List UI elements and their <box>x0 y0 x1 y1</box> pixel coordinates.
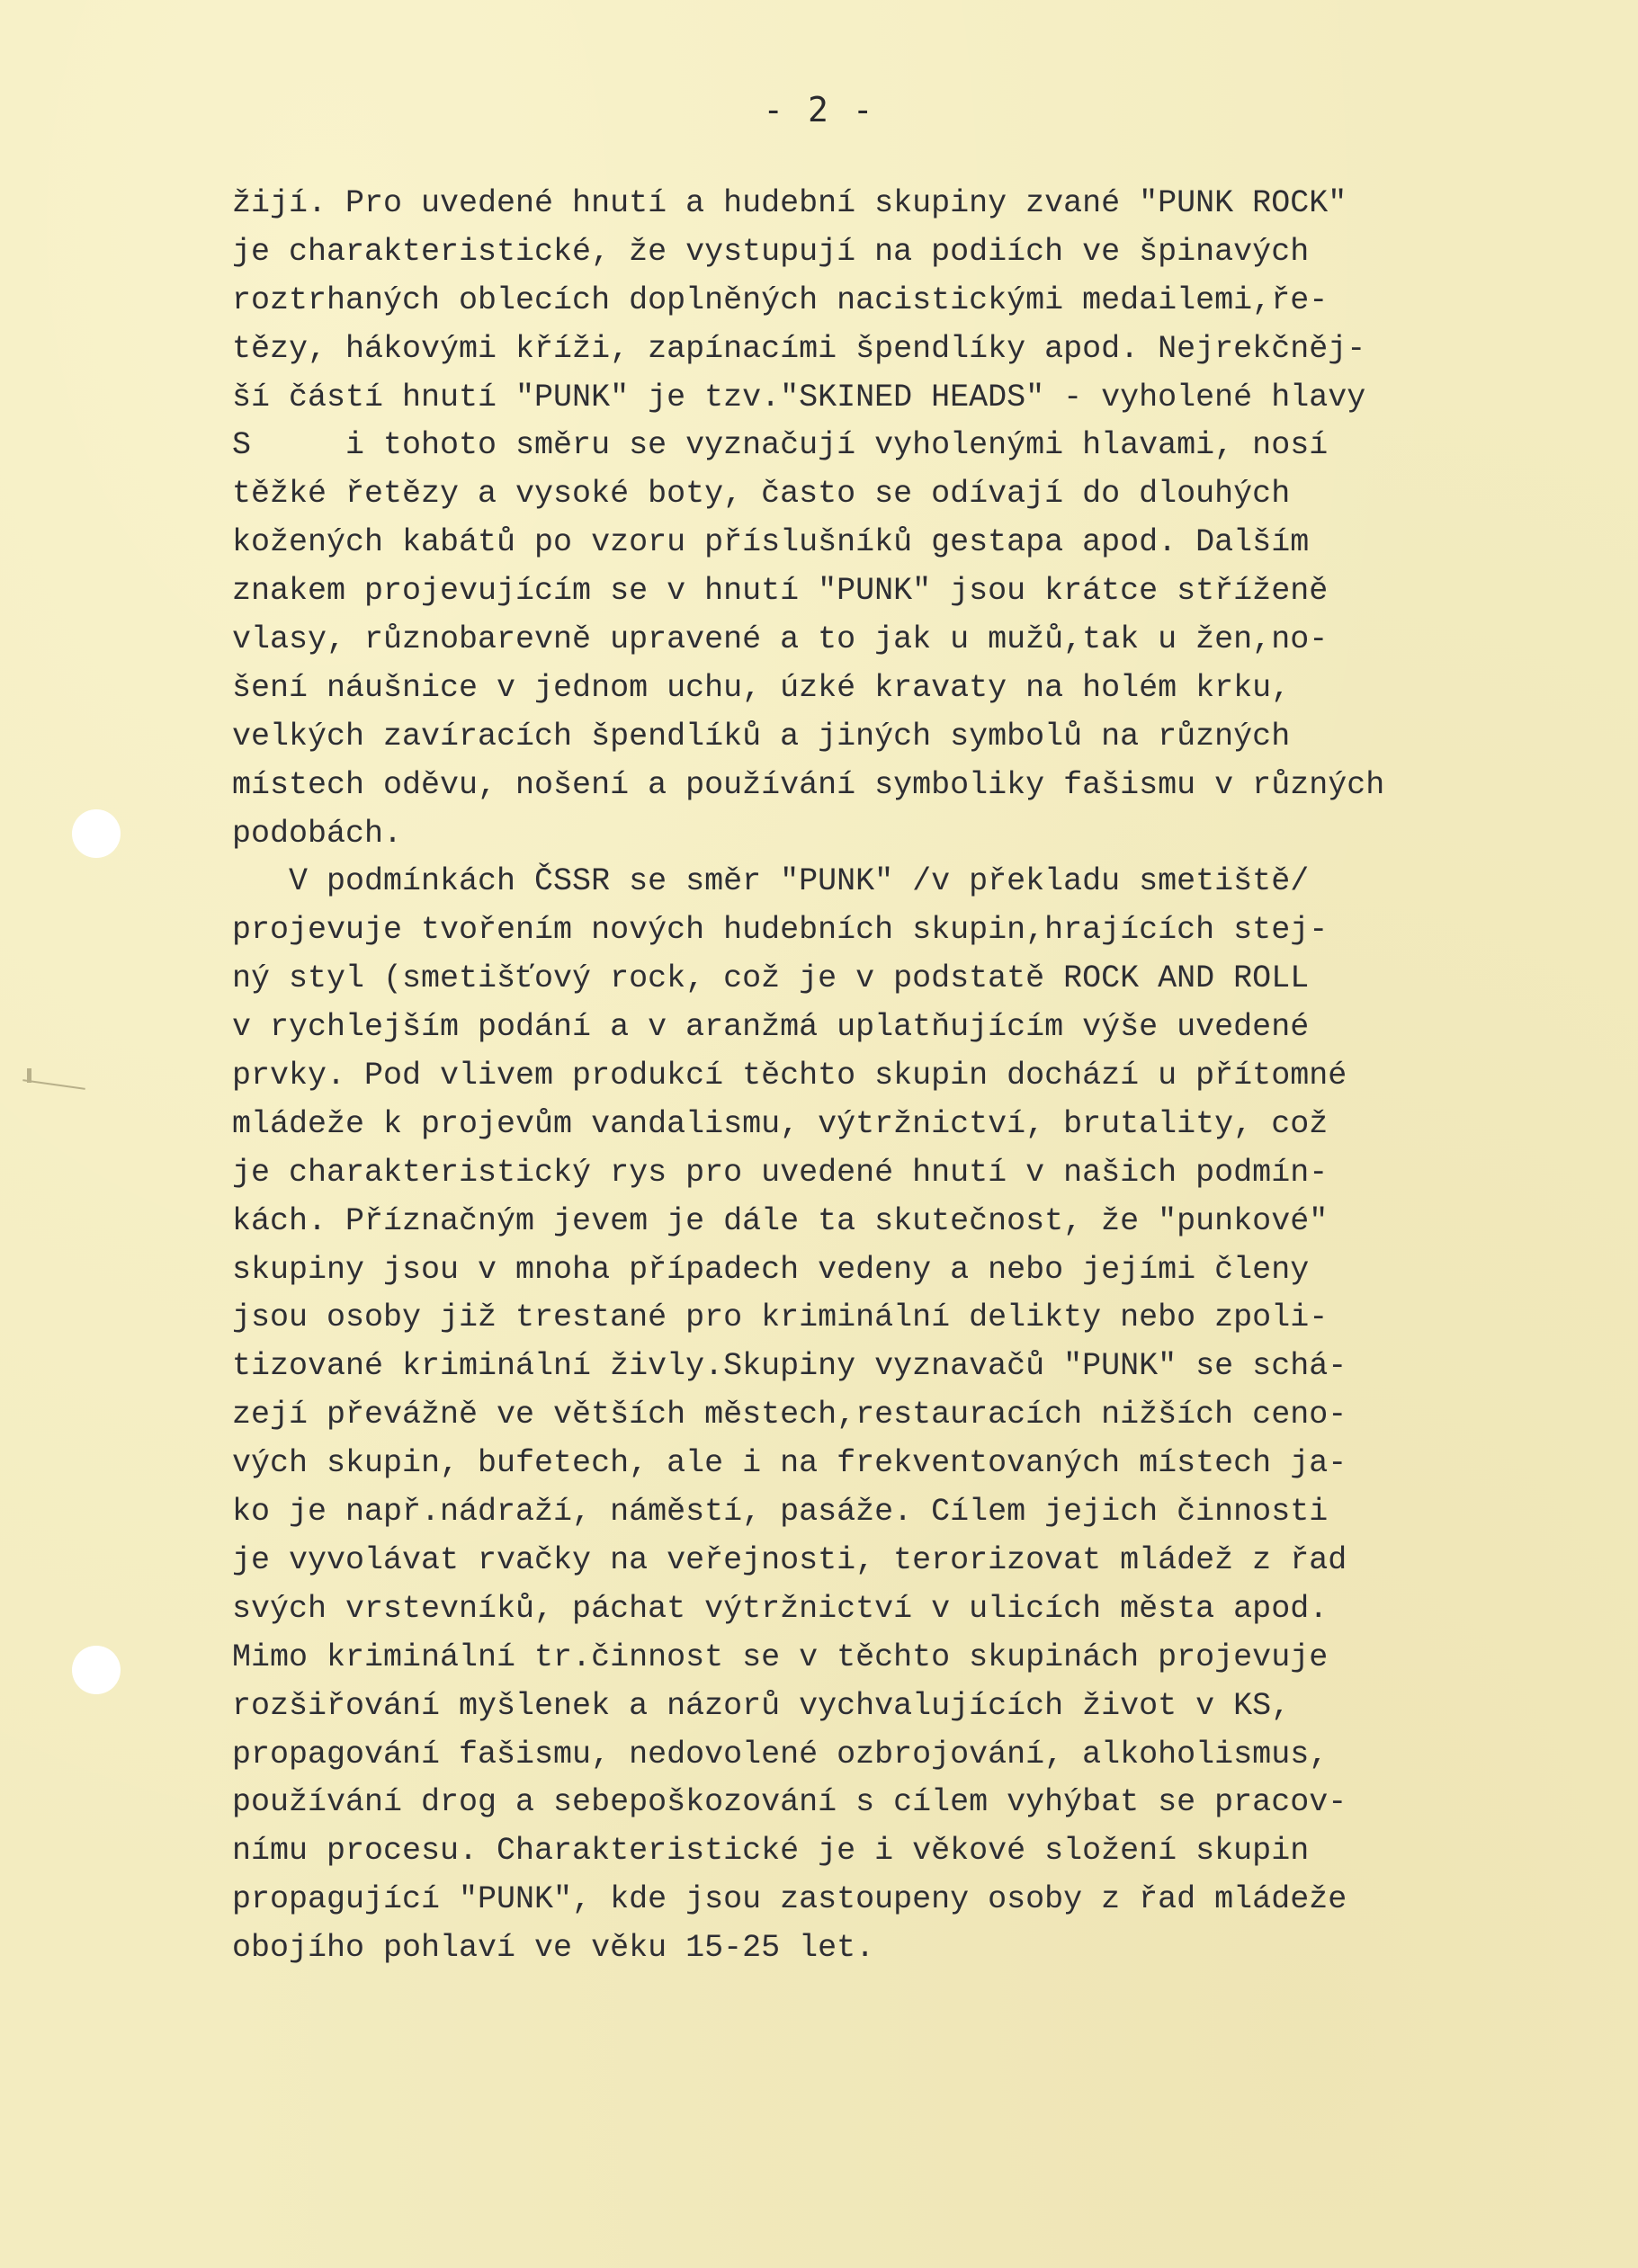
text-line: projevuje tvořením nových hudebních skupin,hrajících stej- <box>232 912 1329 949</box>
text-line: kožených kabátů po vzoru příslušníků gestapa apod. Dalším <box>232 524 1310 561</box>
text-line: jsou osoby již trestané pro kriminální delikty nebo zpoli- <box>232 1299 1329 1336</box>
text-line: prvky. Pod vlivem produkcí těchto skupin dochází u přítomné <box>232 1058 1347 1094</box>
paper-mark <box>22 1079 85 1090</box>
text-line: podobách. <box>232 815 403 852</box>
punch-hole <box>72 809 121 858</box>
text-line: kách. Příznačným jevem je dále ta skutečnost, že "punkové" <box>232 1202 1329 1239</box>
text-line: je vyvolávat rvačky na veřejnosti, terorizovat mládež z řad <box>232 1541 1347 1578</box>
paper-mark <box>27 1068 31 1083</box>
text-line: žijí. Pro uvedené hnutí a hudební skupiny zvané "PUNK ROCK" <box>232 185 1347 221</box>
text-line: ko je např.nádraží, náměstí, pasáže. Cílem jejich činnosti <box>232 1494 1329 1531</box>
text-line: V podmínkách ČSSR se směr "PUNK" /v překladu smetiště/ <box>232 863 1310 900</box>
text-line: znakem projevujícím se v hnutí "PUNK" jsou krátce stříženě <box>232 573 1329 610</box>
text-line: vlasy, různobarevně upravené a to jak u mužů,tak u žen,no- <box>232 621 1329 658</box>
text-line: je charakteristický rys pro uvedené hnutí v našich podmín- <box>232 1154 1329 1191</box>
text-line: obojího pohlaví ve věku 15-25 let. <box>232 1930 875 1967</box>
text-line: místech oděvu, nošení a používání symboliky fašismu v různých <box>232 766 1385 803</box>
text-line: mládeže k projevům vandalismu, výtržnictví, brutality, což <box>232 1105 1329 1142</box>
text-line: používání drog a sebepoškozování s cílem vyhýbat se pracov- <box>232 1784 1347 1821</box>
text-line: těžké řetězy a vysoké boty, často se odívají do dlouhých <box>232 476 1291 513</box>
punch-hole <box>72 1646 121 1694</box>
text-line: velkých zavíracích špendlíků a jiných symbolů na různých <box>232 718 1291 755</box>
text-line: roztrhaných oblecích doplněných nacistickými medailemi,ře- <box>232 281 1329 318</box>
text-line: propagování fašismu, nedovolené ozbrojování, alkoholismus, <box>232 1736 1329 1772</box>
page-number: - 2 - <box>763 90 875 129</box>
typed-text-body <box>232 180 1491 1973</box>
text-line: tizované kriminální živly.Skupiny vyznavačů "PUNK" se schá- <box>232 1348 1347 1385</box>
text-line: šení náušnice v jednom uchu, úzké kravaty na holém krku, <box>232 669 1291 706</box>
text-line: ší částí hnutí "PUNK" je tzv."SKINED HEADS" - vyholené hlavy <box>232 379 1366 415</box>
text-line: S i tohoto směru se vyznačují vyholenými hlavami, nosí <box>232 427 1329 464</box>
text-line: ný styl (smetišťový rock, což je v podstatě ROCK AND ROLL <box>232 960 1310 997</box>
text-line: svých vrstevníků, páchat výtržnictví v ulicích města apod. <box>232 1590 1329 1627</box>
text-line: je charakteristické, že vystupují na podiích ve špinavých <box>232 233 1310 270</box>
text-line: nímu procesu. Charakteristické je i věkové složení skupin <box>232 1833 1310 1870</box>
text-line: rozšiřování myšlenek a názorů vychvalujících život v KS, <box>232 1687 1291 1724</box>
text-line: skupiny jsou v mnoha případech vedeny a nebo jejími členy <box>232 1251 1310 1288</box>
text-line: tězy, hákovými kříži, zapínacími špendlíky apod. Nejrekčněj- <box>232 330 1366 367</box>
text-line: vých skupin, bufetech, ale i na frekventovaných místech ja- <box>232 1445 1347 1482</box>
text-line: v rychlejším podání a v aranžmá uplatňujícím výše uvedené <box>232 1009 1310 1046</box>
text-line: Mimo kriminální tr.činnost se v těchto skupinách projevuje <box>232 1638 1329 1675</box>
text-line: zejí převážně ve větších městech,restauracích nižších ceno- <box>232 1397 1347 1433</box>
text-line: propagující "PUNK", kde jsou zastoupeny osoby z řad mládeže <box>232 1881 1347 1918</box>
